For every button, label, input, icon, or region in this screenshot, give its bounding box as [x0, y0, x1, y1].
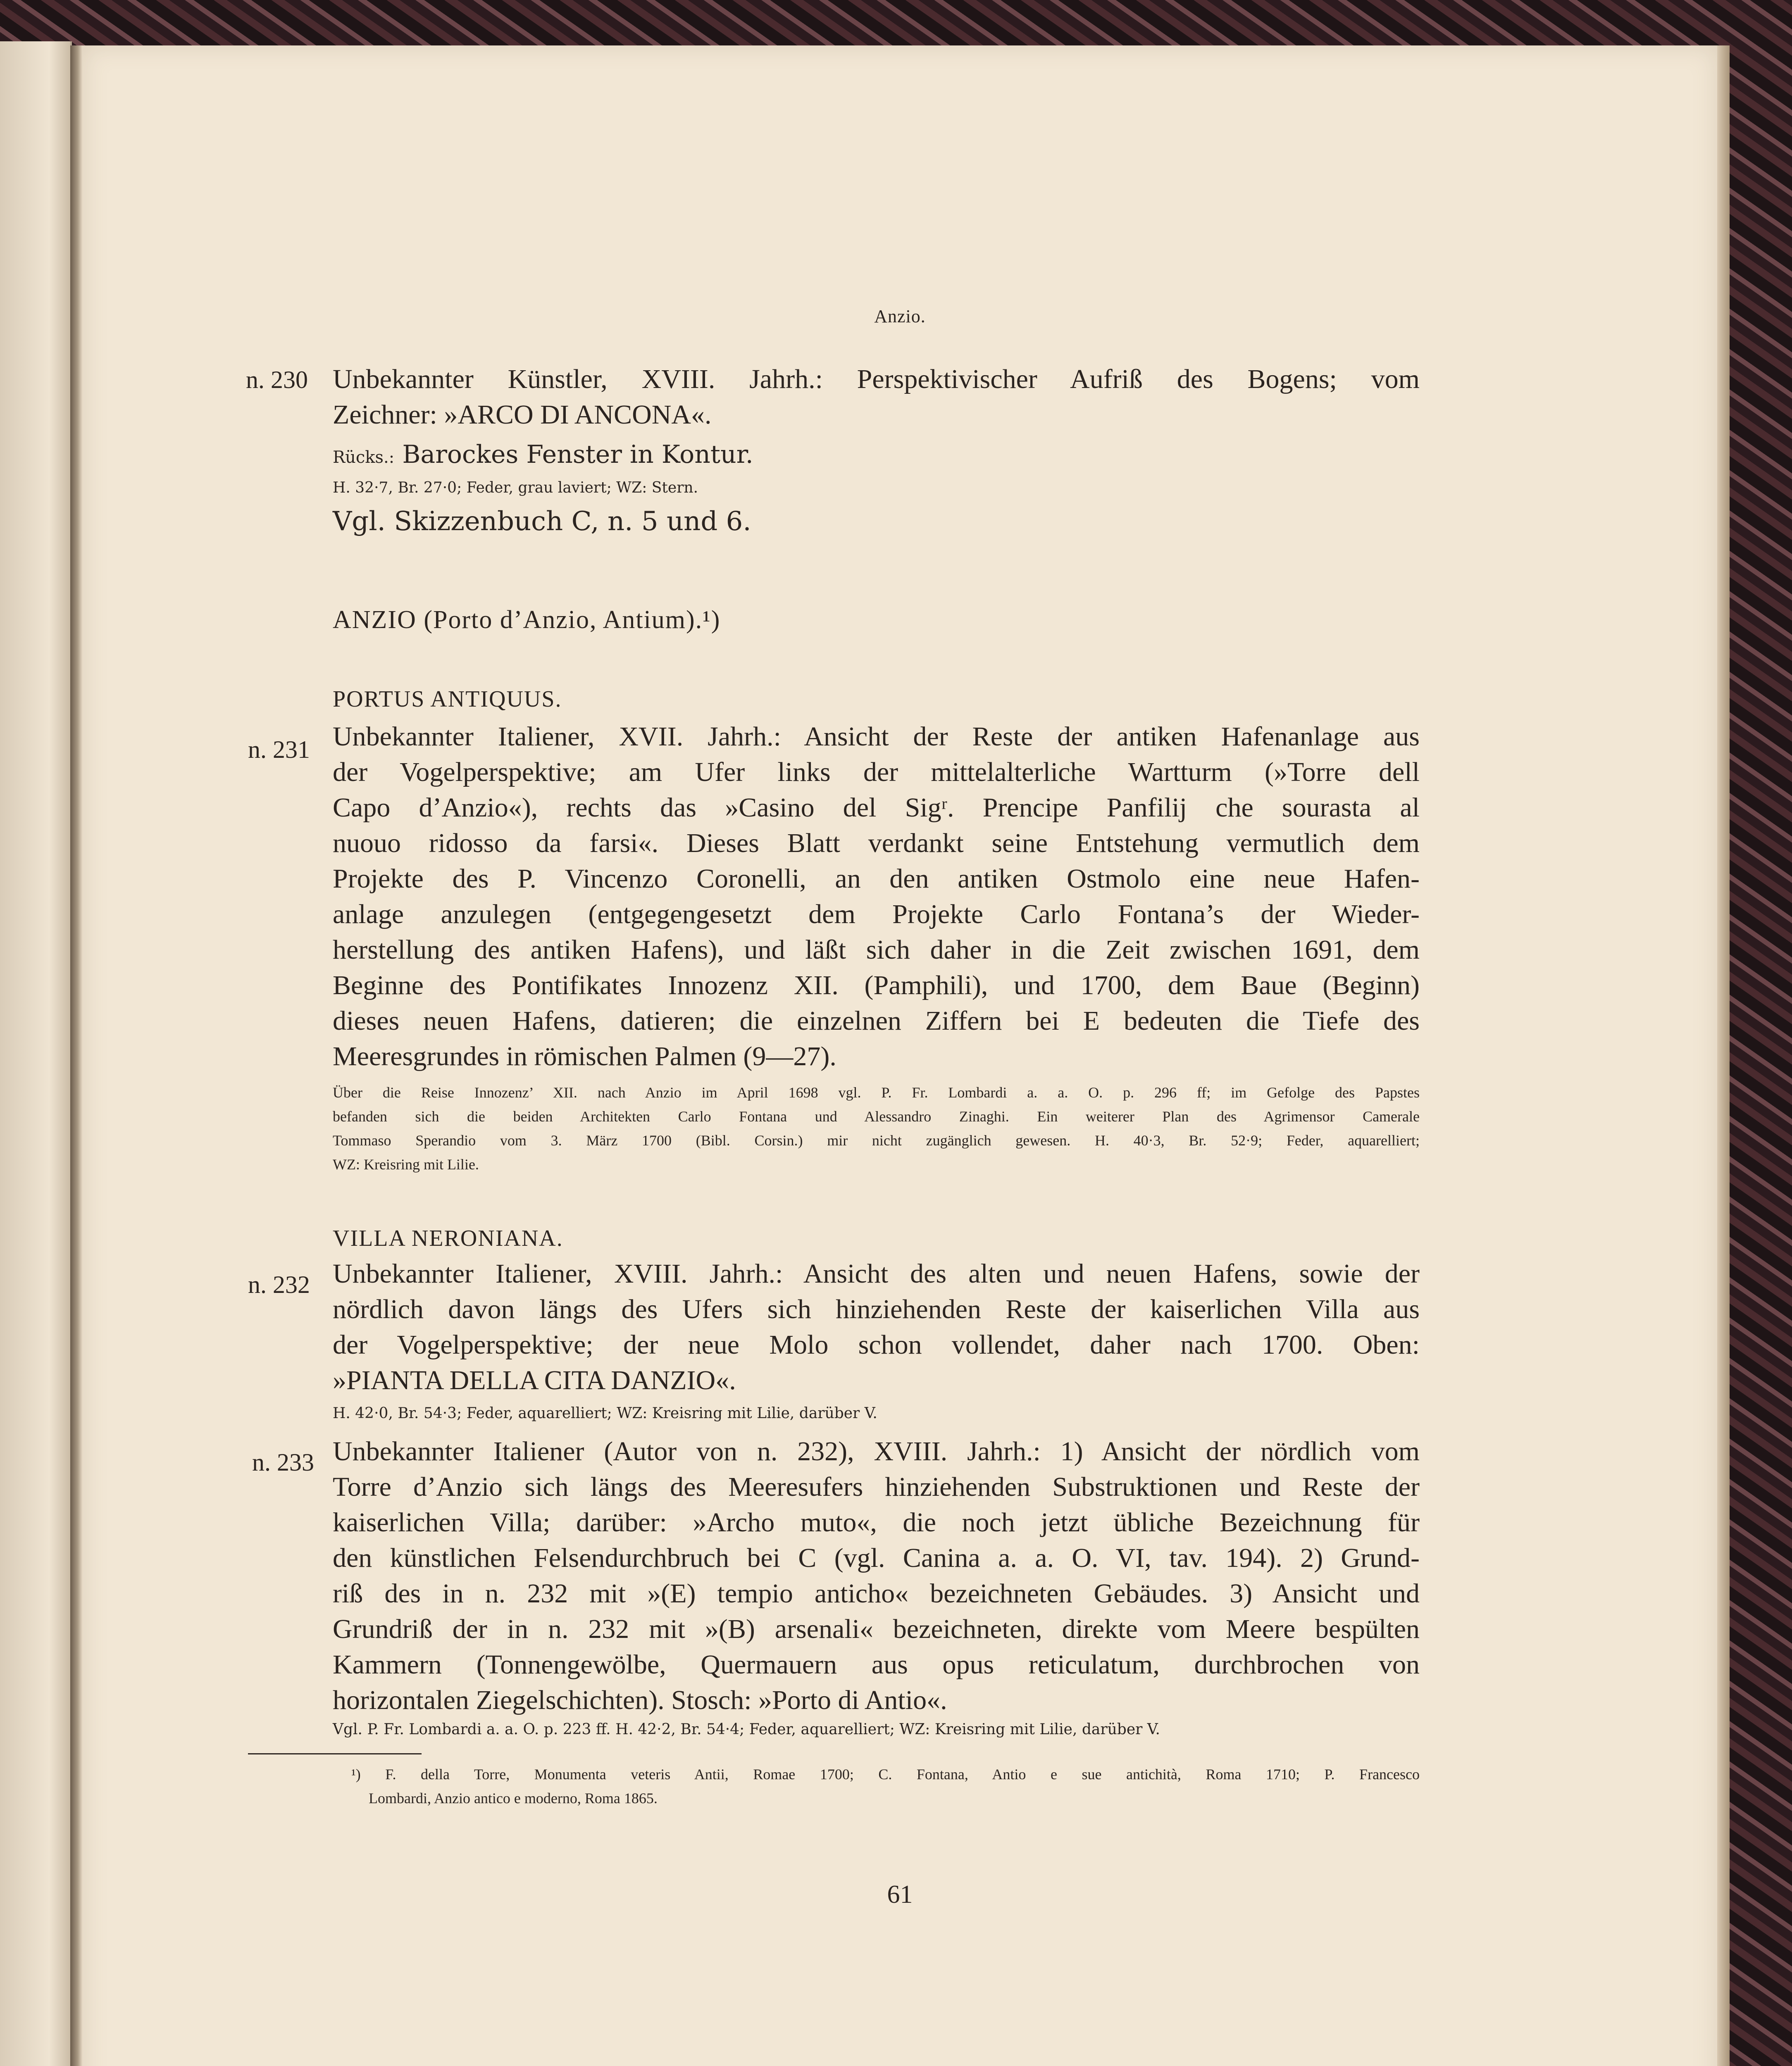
entry-232-line-3: der Vogelperspektive; der neue Molo schon vollendet, daher nach 1700. Oben: [333, 1330, 1420, 1360]
entry-231-line-3: Capo d’Anzio«), rechts das »Casino del Sigʳ. Prencipe Panfilij che sourasta al [333, 793, 1420, 823]
entry-233-line-1: Unbekannter Italiener (Autor von n. 232), XVIII. Jahrh.: 1) Ansicht der nördlich vom [333, 1436, 1420, 1466]
entry-231-line-8: Beginne des Pontifikates Innozenz XII. (Pamphili), und 1700, dem Baue (Beginn) [333, 970, 1420, 1000]
entry-230-line-2: Zeichner: »ARCO DI ANCONA«. [333, 400, 712, 430]
entry-232-line-4: »PIANTA DELLA CITA DANZIO«. [333, 1365, 736, 1395]
book-gutter [70, 45, 83, 2066]
entry-233-line-3: kaiserlichen Villa; darüber: »Archo muto«, die noch jetzt übliche Bezeichnung für [333, 1507, 1420, 1538]
footnote-rule [248, 1753, 422, 1754]
entry-233-text [333, 1434, 1420, 1718]
entry-number-231: n. 231 [248, 736, 310, 763]
entry-231-line-9: dieses neuen Hafens, datieren; die einzelnen Ziffern bei E bedeuten die Tiefe des [333, 1006, 1420, 1036]
book-page [83, 45, 1717, 2066]
entry-232-details: H. 42·0, Br. 54·3; Feder, aquarelliert; WZ: Kreisring mit Lilie, darüber V. [333, 1405, 877, 1422]
page-fore-edge [1717, 45, 1730, 2066]
entry-number-233: n. 233 [252, 1449, 314, 1476]
footnote [351, 1762, 1420, 1810]
entry-231-notes [333, 1081, 1420, 1176]
footnote-line-2: Lombardi, Anzio antico e moderno, Roma 1865. [369, 1790, 658, 1807]
entry-230-text [333, 362, 1420, 433]
entry-231-line-2: der Vogelperspektive; am Ufer links der mittelalterliche Wartturm (»Torre dell [333, 757, 1420, 787]
entry-number-230: n. 230 [246, 366, 308, 393]
entry-233-line-8: horizontalen Ziegelschichten). Stosch: »Porto di Antio«. [333, 1685, 947, 1715]
entry-233-line-7: Kammern (Tonnengewölbe, Quermauern aus opus reticulatum, durchbrochen von [333, 1649, 1420, 1680]
entry-230-verso [333, 440, 753, 469]
entry-233-line-2: Torre d’Anzio sich längs des Meeresufers hinziehenden Substruktionen und Reste der [333, 1472, 1420, 1502]
verso-text: Barockes Fenster in Kontur. [402, 440, 753, 469]
entry-233-line-5: riß des in n. 232 mit »(E) tempio anticho« bezeichneten Gebäudes. 3) Ansicht und [333, 1578, 1420, 1609]
entry-231-text [333, 719, 1420, 1074]
verso-label: Rücks.: [333, 448, 395, 467]
entry-233-line-4: den künstlichen Felsendurchbruch bei C (vgl. Canina a. a. O. VI, tav. 194). 2) Grund- [333, 1543, 1420, 1573]
section-title-anzio: ANZIO (Porto d’Anzio, Antium).¹) [333, 606, 721, 634]
entry-231-line-7: herstellung des antiken Hafens), und läßt sich daher in die Zeit zwischen 1691, dem [333, 935, 1420, 965]
entry-231-note-4: WZ: Kreisring mit Lilie. [333, 1156, 479, 1173]
subsection-portus-antiquus: PORTUS ANTIQUUS. [333, 686, 562, 712]
entry-231-line-1: Unbekannter Italiener, XVII. Jahrh.: Ansicht der Reste der antiken Hafenanlage aus [333, 721, 1420, 752]
entry-233-details: Vgl. P. Fr. Lombardi a. a. O. p. 223 ff. H. 42·2, Br. 54·4; Feder, aquarelliert; WZ: Kreisring mit Lilie, darüber V. [333, 1721, 1160, 1738]
entry-230-reference: Vgl. Skizzenbuch C, n. 5 und 6. [333, 506, 751, 537]
entry-231-line-10: Meeresgrundes in römischen Palmen (9—27). [333, 1041, 836, 1071]
entry-number-232: n. 232 [248, 1271, 310, 1298]
entry-231-note-1: Über die Reise Innozenz’ XII. nach Anzio im April 1698 vgl. P. Fr. Lombardi a. a. O. p. 296 ff; im Gefolge des Papstes [333, 1084, 1420, 1101]
entry-232-line-1: Unbekannter Italiener, XVIII. Jahrh.: Ansicht des alten und neuen Hafens, sowie der [333, 1259, 1420, 1289]
entry-233-line-6: Grundriß der in n. 232 mit »(B) arsenali« bezeichneten, direkte vom Meere bespülten [333, 1614, 1420, 1644]
entry-232-text [333, 1256, 1420, 1398]
running-head: Anzio. [874, 306, 926, 326]
subsection-villa-neroniana: VILLA NERONIANA. [333, 1226, 563, 1251]
previous-page-edge [0, 41, 72, 2066]
entry-232-line-2: nördlich davon längs des Ufers sich hinziehenden Reste der kaiserlichen Villa aus [333, 1294, 1420, 1324]
footnote-line-1: ¹) F. della Torre, Monumenta veteris Antii, Romae 1700; C. Fontana, Antio e sue antichità, Roma 1710; P. Francesco [351, 1766, 1420, 1783]
entry-231-note-3: Tommaso Sperandio vom 3. März 1700 (Bibl. Corsin.) mir nicht zugänglich gewesen. H. 40·3, Br. 52·9; Feder, aquarelliert; [333, 1132, 1420, 1149]
entry-231-note-2: befanden sich die beiden Architekten Carlo Fontana und Alessandro Zinaghi. Ein weiterer Plan des Agrimensor Camerale [333, 1108, 1420, 1125]
entry-231-line-4: nuouo ridosso da farsi«. Dieses Blatt verdankt seine Entstehung vermutlich dem [333, 828, 1420, 858]
entry-230-line-1: Unbekannter Künstler, XVIII. Jahrh.: Perspektivischer Aufriß des Bogens; vom [333, 364, 1420, 394]
entry-231-line-6: anlage anzulegen (entgegengesetzt dem Projekte Carlo Fontana’s der Wieder- [333, 899, 1420, 929]
page-number: 61 [887, 1880, 913, 1909]
entry-230-details: H. 32·7, Br. 27·0; Feder, grau laviert; WZ: Stern. [333, 479, 698, 496]
entry-231-line-5: Projekte des P. Vincenzo Coronelli, an den antiken Ostmolo eine neue Hafen- [333, 864, 1420, 894]
